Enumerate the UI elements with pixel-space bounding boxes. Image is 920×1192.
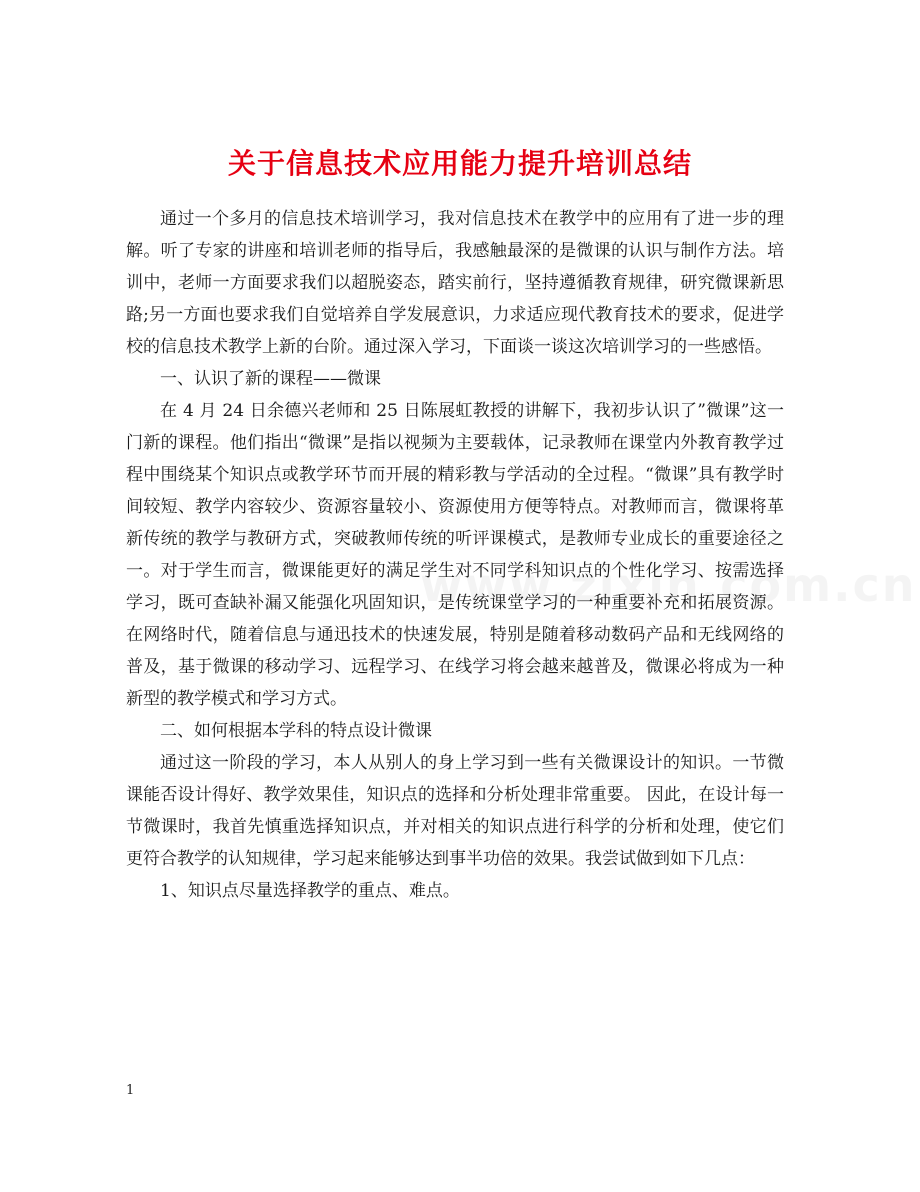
design-paragraph: 通过这一阶段的学习，本人从别人的身上学习到一些有关微课设计的知识。一节微课能否设计得好、教学效果佳，知识点的选择和分析处理非常重要。 因此，在设计每一节微课时，我首先慎重选择知识点，并对相关的知识点进行科学的分析和处理，使它们更符合教学的认知规律，学习起来能够达到事半功倍的效果。我尝试做到如下几点： (126, 753, 784, 869)
micro-course-paragraph: 在 4 月 24 日余德兴老师和 25 日陈展虹教授的讲解下，我初步认识了”微课”这一门新的课程。他们指出“微课”是指以视频为主要载体，记录教师在课堂内外教育教学过程中围绕某个知识点或教学环节而开展的精彩教与学活动的全过程。“微课”具有教学时间较短、教学内容较少、资源容量较小、资源使用方便等特点。对教师而言，微课将革新传统的教学与教研方式，突破教师传统的听评课模式，是教师专业成长的重要途径之一。对于学生而言，微课能更好的满足学生对不同学科知识点的个性化学习、按需选择学习，既可查缺补漏又能强化巩固知识，是传统课堂学习的一种重要补充和拓展资源。在网络时代，随着信息与通迅技术的快速发展，特别是随着移动数码产品和无线网络的普及，基于微课的移动学习、远程学习、在线学习将会越来越普及，微课必将成为一种新型的教学模式和学习方式。 (126, 401, 784, 709)
page-number: 1 (126, 1083, 135, 1098)
intro-paragraph: 通过一个多月的信息技术培训学习，我对信息技术在教学中的应用有了进一步的理解。听了专家的讲座和培训老师的指导后，我感触最深的是微课的认识与制作方法。培训中，老师一方面要求我们以超脱姿态，踏实前行，坚持遵循教育规律，研究微课新思路;另一方面也要求我们自觉培养自学发展意识，力求适应现代教育技术的要求，促进学校的信息技术教学上新的台阶。通过深入学习，下面谈一谈这次培训学习的一些感悟。 (126, 209, 784, 357)
document-title: 关于信息技术应用能力提升培训总结 (227, 146, 692, 180)
list-item-1: 1、知识点尽量选择教学的重点、难点。 (160, 881, 460, 901)
section-heading-1: 一、认识了新的课程——微课 (160, 369, 381, 389)
section-heading-2: 二、如何根据本学科的特点设计微课 (160, 721, 432, 741)
document-body (126, 203, 784, 907)
